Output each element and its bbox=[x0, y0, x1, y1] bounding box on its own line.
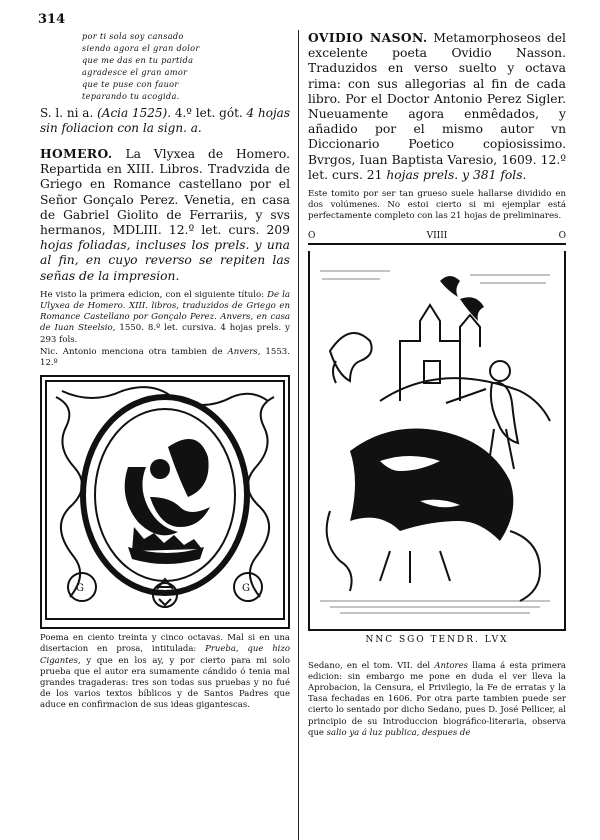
colophon: S. l. ni a. (Acia 1525). 4.º let. gót. 4 hojas sin foliacion con la sign. a. bbox=[40, 106, 290, 135]
page-number: 314 bbox=[38, 12, 66, 27]
bar-right-mark: O bbox=[558, 230, 566, 241]
svg-text:G: G bbox=[76, 583, 84, 595]
verse-line: que te puse con fauor bbox=[82, 79, 179, 89]
woodcut-plate bbox=[308, 251, 566, 631]
bar-center-label: VIIII bbox=[426, 230, 448, 241]
plate-header-bar bbox=[308, 231, 566, 245]
homer-entry: HOMERO. La Vlyxea de Homero. Repartida en XIII. Libros. Tradvzida de Griego en Romance castellano por el Señor Gonçalo Perez. Venetia, en casa de Gabriel Giolito de Ferrariis, y svs hermanos, MDLIII. 12.º let. curs. 209 hojas foliadas, incluses los prels. y una al fin, en cuyo reverso se repiten las señas de la impresion. bbox=[40, 146, 290, 283]
phoenix-emblem-icon bbox=[42, 377, 288, 623]
ovid-entry: OVIDIO NASON. Metamorphoseos del excelente poeta Ovidio Nasson. Traduzidos en verso suelto y octava rima: con sus allegorias al fin de cada libro. Por el Doctor Antonio Perez Sigler. Nueuamente agora enmêdados, y añadido por el mismo autor vn Diccionario Poetico copiosissimo. Bvrgos, Iuan Baptista Varesio, 1609. 12.º let. curs. 21 hojas prels. y 381 fols. bbox=[308, 30, 566, 182]
printer-mark-plate bbox=[40, 375, 290, 629]
entry-heading: OVIDIO NASON. bbox=[308, 30, 428, 45]
column-divider bbox=[298, 30, 299, 840]
ovid-note: Este tomito por ser tan grueso suele hallarse dividido en dos volúmenes. No estoi cierto si mi ejemplar está perfectamente completo con las 21 hojas de preliminares. bbox=[308, 189, 566, 222]
verse-line: agradesce el gran amor bbox=[82, 67, 188, 77]
ovid-commentary: Sedano, en el tom. VII. del Antores llama á esta primera edicion: sin embargo me pone en duda el ver lleva la Aprobacion, la Censura, el Privilegio, la Fe de erratas y la Tasa fechadas en 1606. Por otra parte tambien puede ser cierto lo sentado por dicho Sedano, pues D. José Pellicer, al principio de su Introduccion biográfico-literaria, observa que salio ya á luz publica, despues de bbox=[308, 660, 566, 738]
verse-line: que me das en tu partida bbox=[82, 55, 194, 65]
right-column bbox=[308, 30, 566, 739]
homer-note-2: Nic. Antonio menciona otra tambien de Anvers, 1553. 12.º bbox=[40, 346, 290, 369]
left-column bbox=[40, 30, 290, 712]
svg-text:G: G bbox=[242, 583, 250, 595]
verse-line: teparando tu acogida. bbox=[82, 91, 180, 101]
entry-heading: HOMERO. bbox=[40, 146, 113, 161]
bar-left-mark: O bbox=[308, 230, 316, 241]
plate-caption: Poema en ciento treinta y cinco octavas. Mal si en una disertacion en prosa, intitulada: Prueba, que hizo Cigantes, y que en los ay, y por cierto para mi solo prueba que el autor era sumamente cándido ó tenia mal grandes tragaderas: tres son todas sus pruebas y no fué de los varios textos bíblicos y de Santos Padres que aduce en confirmacion de sus ideas gigantescas. bbox=[40, 633, 290, 711]
plate-motto: NNC SGO TENDR. LVX bbox=[365, 634, 509, 645]
verse-line: siendo agora el gran dolor bbox=[82, 43, 200, 53]
woodcut-scene-icon bbox=[310, 251, 564, 627]
homer-note-1: He visto la primera edicion, con el siguiente título: De la Ulyxea de Homero. XIII. libros, traduzidos de Griego en Romance Castellano por Gonçalo Perez. Anvers, en casa de Iuan Steelsio, 1550. 8.º let. cursiva. 4 hojas prels. y 293 fols. bbox=[40, 289, 290, 345]
verse-block bbox=[82, 30, 290, 102]
verse-line: por ti sola soy cansado bbox=[82, 31, 184, 41]
